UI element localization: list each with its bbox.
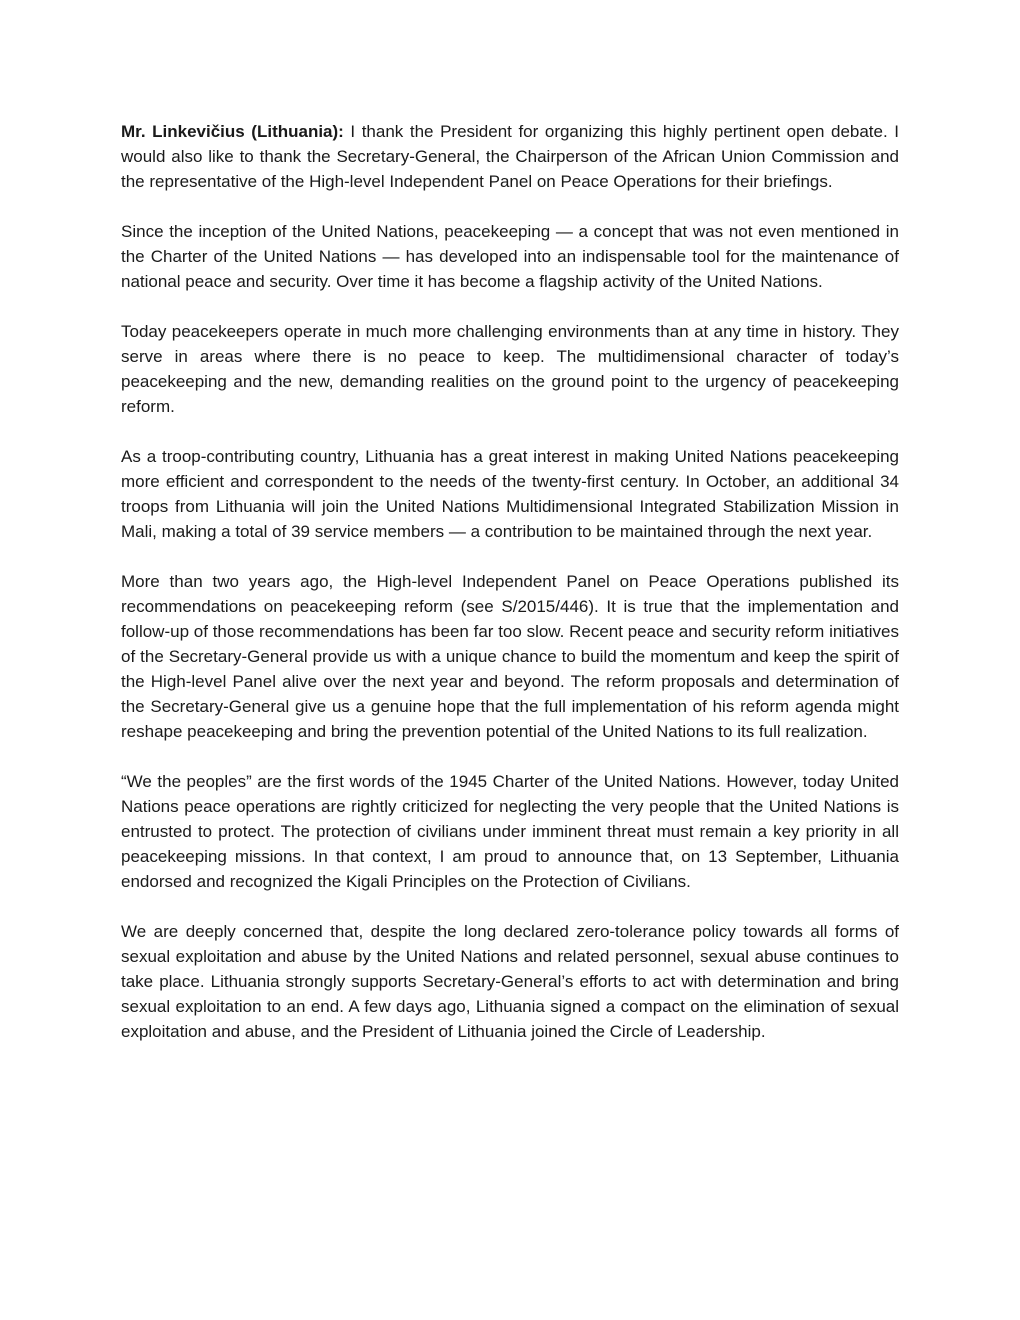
document-page (121, 119, 899, 1069)
paragraph-4: As a troop-contributing country, Lithuania has a great interest in making United Nations peacekeeping more efficient and correspondent to the needs of the twenty-first century. In October, an additional 34 troops from Lithuania will join the United Nations Multidimensional Integrated Stabilization Mission in Mali, making a total of 39 service members — a contribution to be maintained through the next year. (121, 447, 899, 541)
paragraph-7: We are deeply concerned that, despite the long declared zero-tolerance policy towards all forms of sexual exploitation and abuse by the United Nations and related personnel, sexual abuse continues to take place. Lithuania strongly supports Secretary-General’s efforts to act with determination and bring sexual exploitation to an end. A few days ago, Lithuania signed a compact on the elimination of sexual exploitation and abuse, and the President of Lithuania joined the Circle of Leadership. (121, 922, 899, 1041)
paragraph-1-text: I thank the President for organizing this highly pertinent open debate. I would also like to thank the Secretary-General, the Chairperson of the African Union Commission and the representative of the High-level Independent Panel on Peace Operations for their briefings. (121, 122, 900, 191)
paragraph-1 (121, 119, 899, 194)
paragraph-6: “We the peoples” are the first words of the 1945 Charter of the United Nations. However, today United Nations peace operations are rightly criticized for neglecting the very people that the United Nations is entrusted to protect. The protection of civilians under imminent threat must remain a key priority in all peacekeeping missions. In that context, I am proud to announce that, on 13 September, Lithuania endorsed and recognized the Kigali Principles on the Protection of Civilians. (121, 772, 899, 891)
speaker-name: Mr. Linkevičius (Lithuania): (121, 122, 344, 141)
paragraph-3: Today peacekeepers operate in much more challenging environments than at any time in history. They serve in areas where there is no peace to keep. The multidimensional character of today’s peacekeeping and the new, demanding realities on the ground point to the urgency of peacekeeping reform. (121, 322, 899, 416)
paragraph-5: More than two years ago, the High-level Independent Panel on Peace Operations published its recommendations on peacekeeping reform (see S/2015/446). It is true that the implementation and follow-up of those recommendations has been far too slow. Recent peace and security reform initiatives of the Secretary-General provide us with a unique chance to build the momentum and keep the spirit of the High-level Panel alive over the next year and beyond. The reform proposals and determination of the Secretary-General give us a genuine hope that the full implementation of his reform agenda might reshape peacekeeping and bring the prevention potential of the United Nations to its full realization. (121, 572, 899, 741)
paragraph-2: Since the inception of the United Nations, peacekeeping — a concept that was not even mentioned in the Charter of the United Nations — has developed into an indispensable tool for the maintenance of national peace and security. Over time it has become a flagship activity of the United Nations. (121, 222, 899, 291)
